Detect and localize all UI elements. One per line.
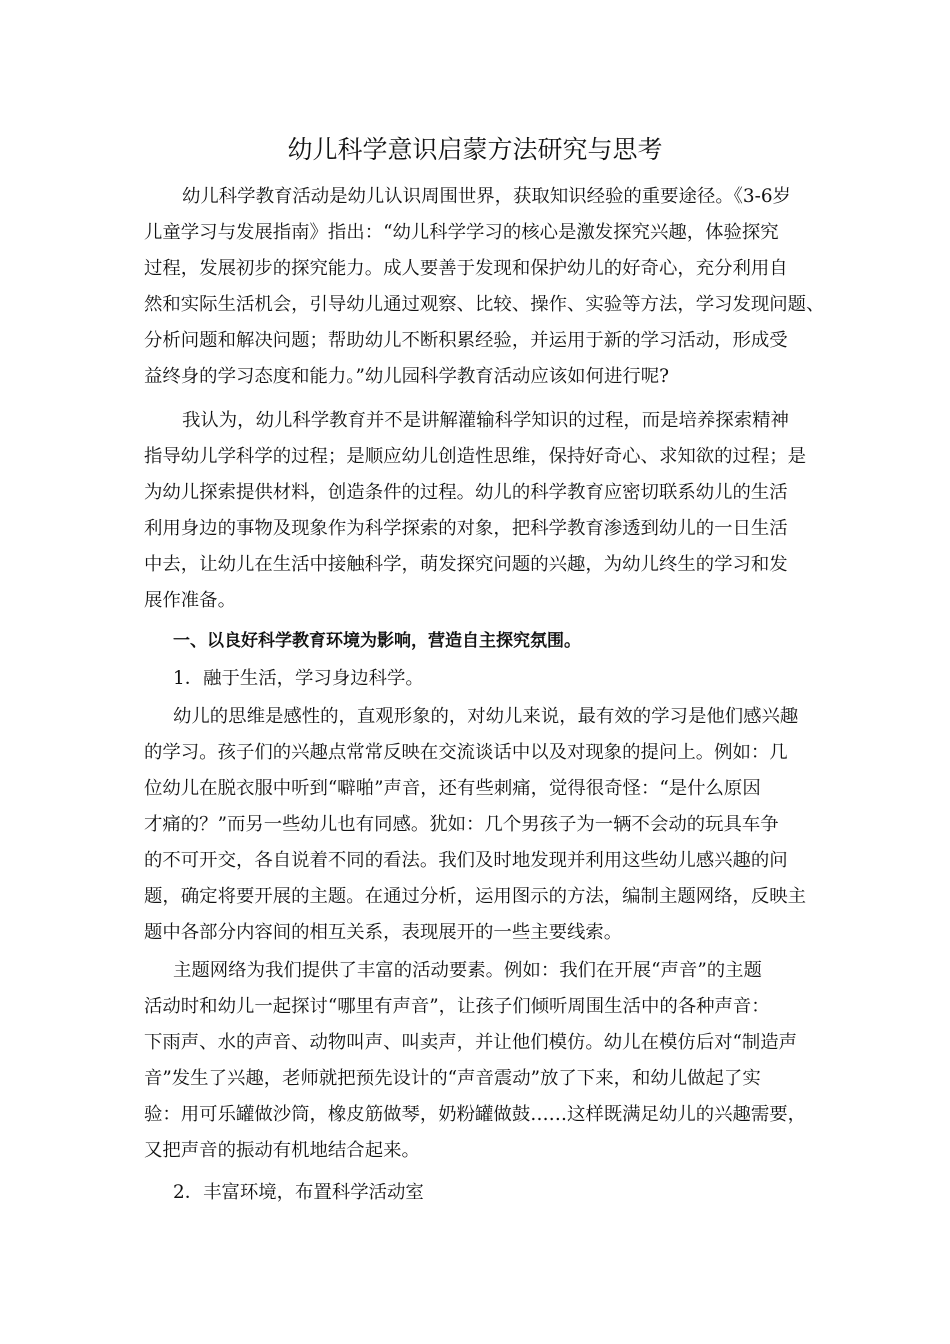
paragraph-line: 指导幼儿学科学的过程；是顺应幼儿创造性思维，保持好奇心、求知欲的过程；是 [144,446,807,467]
paragraph-line: 的不可开交，各自说着不同的看法。我们及时地发现并利用这些幼儿感兴趣的问 [144,850,788,871]
paragraph-line: 中去，让幼儿在生活中接触科学，萌发探究问题的兴趣，为幼儿终生的学习和发 [144,554,788,575]
paragraph-line: 为幼儿探索提供材料，创造条件的过程。幼儿的科学教育应密切联系幼儿的生活 [144,482,788,503]
paragraph-line: 题，确定将要开展的主题。在通过分析，运用图示的方法，编制主题网络，反映主 [144,886,807,907]
paragraph-line: 验：用可乐罐做沙筒，橡皮筋做琴，奶粉罐做鼓……这样既满足幼儿的兴趣需要， [144,1104,807,1125]
paragraph-line: 展作准备。 [144,590,236,611]
paragraph-line: 又把声音的振动有机地结合起来。 [144,1140,420,1161]
paragraph-line: 音”发生了兴趣，老师就把预先设计的“声音震动”放了下来，和幼儿做起了实 [144,1068,761,1089]
subsection-heading: 2．丰富环境，布置科学活动室 [173,1182,424,1203]
paragraph-line: 主题网络为我们提供了丰富的活动要素。例如：我们在开展“声音”的主题 [173,960,762,981]
paragraph-line: 题中各部分内容间的相互关系，表现展开的一些主要线索。 [144,922,623,943]
paragraph-line: 的学习。孩子们的兴趣点常常反映在交流谈话中以及对现象的提问上。例如：几 [144,742,788,763]
paragraph-line: 儿童学习与发展指南》指出：“幼儿科学学习的核心是激发探究兴趣，体验探究 [144,222,779,243]
paragraph-line: 幼儿科学教育活动是幼儿认识周围世界，获取知识经验的重要途径。《3-6岁 [182,186,791,207]
paragraph-line: 过程，发展初步的探究能力。成人要善于发现和保护幼儿的好奇心，充分利用自 [144,258,788,279]
document-title: 幼儿科学意识启蒙方法研究与思考 [287,135,663,164]
paragraph-line: 活动时和幼儿一起探讨“哪里有声音”，让孩子们倾听周围生活中的各种声音： [144,996,770,1017]
paragraph-line: 利用身边的事物及现象作为科学探索的对象，把科学教育渗透到幼儿的一日生活 [144,518,788,539]
paragraph-line: 然和实际生活机会，引导幼儿通过观察、比较、操作、实验等方法，学习发现问题、 [144,294,825,315]
paragraph-line: 位幼儿在脱衣服中听到“噼啪”声音，还有些刺痛，觉得很奇怪：“是什么原因 [144,778,761,799]
paragraph-line: 益终身的学习态度和能力。”幼儿园科学教育活动应该如何进行呢? [144,366,669,387]
paragraph-line: 幼儿的思维是感性的，直观形象的，对幼儿来说，最有效的学习是他们感兴趣 [173,706,799,727]
paragraph-line: 下雨声、水的声音、动物叫声、叫卖声，并让他们模仿。幼儿在模仿后对“制造声 [144,1032,798,1053]
section-heading: 一、以良好科学教育环境为影响，营造自主探究氛围。 [173,631,581,651]
paragraph-line: 分析问题和解决问题；帮助幼儿不断积累经验，并运用于新的学习活动，形成受 [144,330,788,351]
subsection-heading: 1．融于生活，学习身边科学。 [173,668,424,689]
paragraph-line: 我认为，幼儿科学教育并不是讲解灌输科学知识的过程，而是培养探索精神 [182,410,789,431]
paragraph-line: 才痛的？”而另一些幼儿也有同感。犹如：几个男孩子为一辆不会动的玩具车争 [144,814,779,835]
